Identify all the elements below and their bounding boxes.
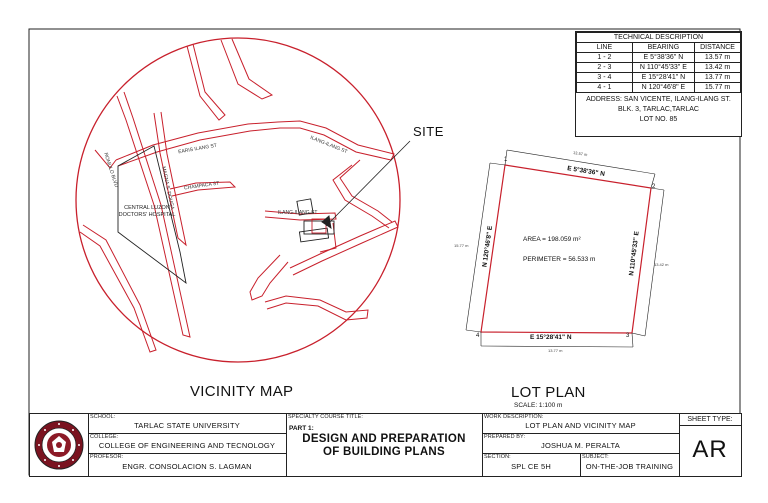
- work-field-label: WORK DESCRIPTION:: [484, 414, 544, 420]
- tech-bearing-cell: E 5°38'36" N: [632, 53, 694, 63]
- logo-cell: [30, 414, 89, 476]
- corner-3: 3: [626, 333, 630, 339]
- bearing-left: N 120°46'8" E: [481, 225, 495, 268]
- lot-plan-title: LOT PLAN: [511, 384, 586, 401]
- tech-line-cell: 4 - 1: [577, 83, 633, 93]
- tech-bearing-cell: N 110°45'33" E: [632, 63, 694, 73]
- subject-field-label: SUBJECT:: [582, 454, 609, 460]
- course-field-label: SPECIALTY COURSE TITLE:: [288, 414, 364, 420]
- subject-value: ON-THE-JOB TRAINING: [585, 462, 674, 471]
- prepared-by: JOSHUA M. PERALTA: [541, 441, 620, 450]
- bearing-bottom: E 15°28'41" N: [530, 334, 572, 341]
- course-title-line1: DESIGN AND PREPARATION: [302, 433, 466, 445]
- tech-distance-cell: 13.57 m: [695, 53, 741, 63]
- street-label-magna: MAGNA S. DOUGA: [160, 166, 176, 211]
- address-line-1: ADDRESS: SAN VICENTE, ILANG-ILANG ST.: [586, 96, 731, 103]
- hospital-label-line1: CENTRAL LUZON: [124, 205, 170, 211]
- street-label-site-street: ILANG-ILANG ST: [278, 210, 318, 216]
- title-block: [29, 413, 742, 477]
- tech-line-cell: 3 - 4: [577, 73, 633, 83]
- dim-bottom: 13.77 m: [548, 348, 563, 353]
- dim-left: 15.77 m: [454, 243, 469, 248]
- hospital-label: [117, 205, 177, 219]
- tech-bearing-cell: N 120°46'8" E: [632, 83, 694, 93]
- tech-distance-cell: 13.77 m: [695, 73, 741, 83]
- tech-header-distance: DISTANCE: [695, 43, 741, 53]
- corner-1: 1: [504, 157, 508, 163]
- technical-description-table: [575, 31, 742, 137]
- lot-area: AREA = 198.059 m²: [523, 236, 581, 243]
- tech-address: [576, 93, 741, 125]
- school-name: TARLAC STATE UNIVERSITY: [134, 421, 240, 430]
- street-label-romulo: ROMULO BLVD: [102, 152, 120, 189]
- tech-distance-cell: 13.42 m: [695, 63, 741, 73]
- work-cell: [482, 414, 680, 476]
- university-seal-icon: [30, 414, 88, 476]
- tech-desc-title: TECHNICAL DESCRIPTION: [577, 33, 741, 43]
- tech-distance-cell: 15.77 m: [695, 83, 741, 93]
- site-label: SITE: [413, 124, 444, 139]
- hospital-label-line2: DOCTORS' HOSPITAL: [118, 212, 176, 218]
- address-line-2: BLK. 3, TARLAC,TARLAC: [618, 106, 699, 113]
- street-label-champaca: CHAMPACA ST: [183, 180, 220, 192]
- sheet-type-cell: [679, 414, 741, 476]
- course-cell: [286, 414, 483, 476]
- bearing-right: N 110°45'33" E: [628, 230, 641, 277]
- lot-plan-scale: SCALE: 1:100 m: [514, 402, 563, 409]
- professor-name: ENGR. CONSOLACION S. LAGMAN: [122, 462, 252, 471]
- tech-line-cell: 1 - 2: [577, 53, 633, 63]
- tech-header-bearing: BEARING: [632, 43, 694, 53]
- lot-boundary: [481, 165, 651, 333]
- lot-perimeter: PERIMETER = 56.533 m: [523, 256, 596, 263]
- course-part: PART 1:: [289, 425, 314, 432]
- table-row: [577, 83, 741, 93]
- table-row: [577, 63, 741, 73]
- work-description: LOT PLAN AND VICINITY MAP: [525, 421, 636, 430]
- table-row: [577, 53, 741, 63]
- corner-4: 4: [476, 333, 480, 339]
- college-name: COLLEGE OF ENGINEERING AND TECNOLOGY: [98, 441, 276, 450]
- course-title-line2: OF BUILDING PLANS: [322, 446, 445, 458]
- dim-right: 13.42 m: [654, 262, 669, 267]
- lot-number: LOT NO. 85: [639, 116, 678, 123]
- sheet-type-value: AR: [692, 436, 728, 463]
- vicinity-map-title: VICINITY MAP: [190, 383, 294, 400]
- street-label-earis: EARIS ILANG ST: [177, 142, 218, 156]
- school-field-label: SCHOOL:: [90, 414, 116, 420]
- tech-bearing-cell: E 15°28'41" N: [632, 73, 694, 83]
- section-field-label: SECTION:: [484, 454, 511, 460]
- section-value: SPL CE 5H: [511, 462, 551, 471]
- bearing-top: E 5°38'36" N: [566, 165, 606, 178]
- corner-2: 2: [652, 184, 656, 190]
- street-label-ilang-north: ILANG-ILANG ST: [309, 134, 349, 156]
- sheet-type-label: SHEET TYPE:: [687, 416, 733, 423]
- table-row: [577, 73, 741, 83]
- college-field-label: COLLEGE:: [90, 434, 119, 440]
- dim-top: 13.57 m: [572, 149, 588, 158]
- professor-field-label: PROFESOR:: [90, 454, 124, 460]
- vicinity-roads: [80, 39, 398, 352]
- school-cell: [88, 414, 287, 476]
- tech-line-cell: 2 - 3: [577, 63, 633, 73]
- prepared-field-label: PREPARED BY:: [484, 434, 526, 440]
- tech-header-line: LINE: [577, 43, 633, 53]
